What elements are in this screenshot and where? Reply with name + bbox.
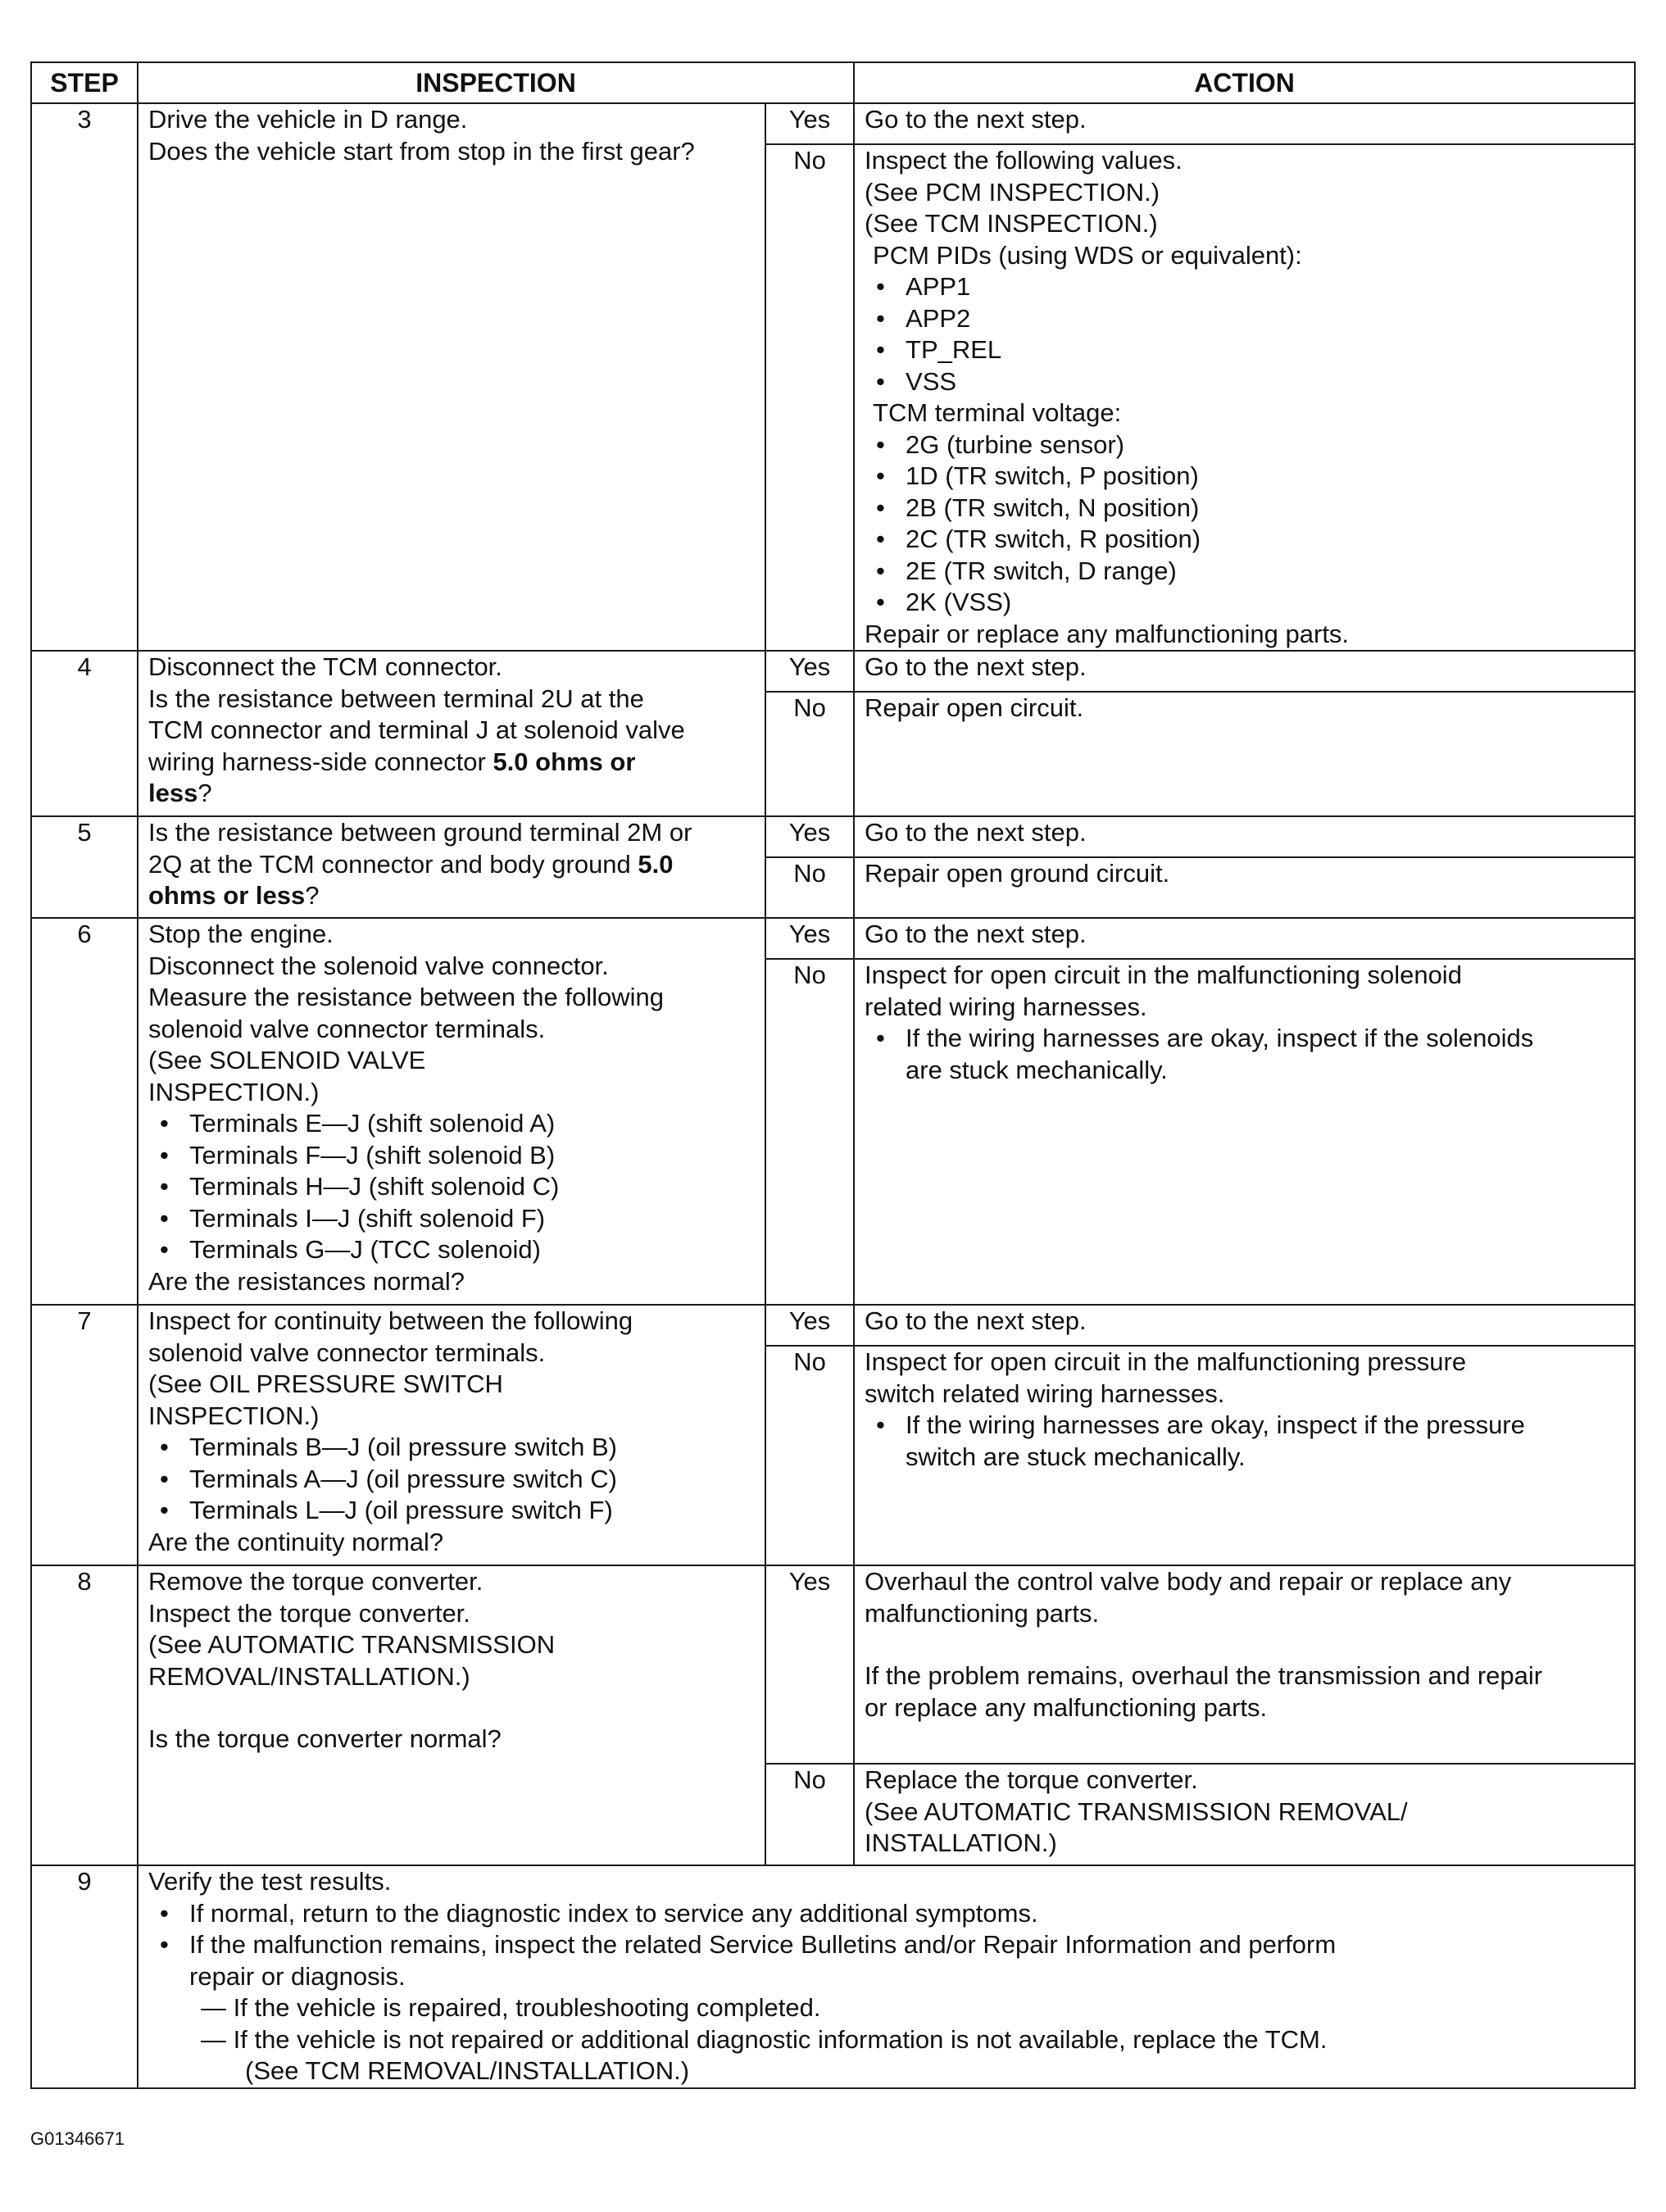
no-action <box>854 692 1635 816</box>
dash-item: — If the vehicle is repaired, troubleshooting completed. <box>201 1993 821 2022</box>
action-line: PCM PIDs (using WDS or equivalent): <box>873 240 1302 270</box>
yes-action <box>854 1305 1635 1346</box>
list-item: • Terminals B—J (oil pressure switch B) <box>148 1432 765 1464</box>
step-number: 6 <box>31 918 138 1305</box>
dash-item: (See TCM REMOVAL/INSTALLATION.) <box>245 2056 690 2085</box>
inspection-line: solenoid valve connector terminals. <box>148 1338 546 1367</box>
list-item: • Terminals A—J (oil pressure switch C) <box>148 1464 765 1496</box>
header-action: ACTION <box>854 62 1635 103</box>
action-line: (See AUTOMATIC TRANSMISSION REMOVAL/ <box>865 1796 1408 1826</box>
list-item: • If the malfunction remains, inspect the related Service Bulletins and/or Repair Information and perform <box>148 1929 1634 1961</box>
step-3-inspection <box>138 103 765 651</box>
action-line: are stuck mechanically. <box>906 1055 1168 1084</box>
no-action <box>854 857 1635 918</box>
list-item: • 2E (TR switch, D range) <box>865 556 1634 588</box>
step-7-inspection <box>138 1305 765 1565</box>
step-4-yes-row <box>31 651 1635 692</box>
inspection-line: Remove the torque converter. <box>148 1567 483 1596</box>
list-item: • VSS <box>865 366 1634 398</box>
action-line: TCM terminal voltage: <box>873 398 1122 427</box>
step-3-yes-row <box>31 103 1635 144</box>
yes-label: Yes <box>765 1565 854 1764</box>
action-line: switch related wiring harnesses. <box>865 1379 1225 1408</box>
inspection-line: Verify the test results. <box>148 1867 392 1896</box>
inspection-line: repair or diagnosis. <box>189 1961 406 1991</box>
list-item: • Terminals H—J (shift solenoid C) <box>148 1171 765 1203</box>
action-line: Go to the next step. <box>865 1306 1087 1335</box>
inspection-question: Are the resistances normal? <box>148 1266 465 1296</box>
terminal-list <box>148 1432 765 1527</box>
list-item: • TP_REL <box>865 334 1634 366</box>
no-action <box>854 959 1635 1305</box>
step-number: 7 <box>31 1305 138 1565</box>
action-line: Replace the torque converter. <box>865 1765 1198 1794</box>
action-line: Repair or replace any malfunctioning parts. <box>865 619 1350 648</box>
list-item: • APP2 <box>865 303 1634 335</box>
list-item: • If the wiring harnesses are okay, inspect if the pressure <box>865 1410 1634 1442</box>
inspection-bold: less <box>148 779 198 807</box>
no-label: No <box>765 1764 854 1865</box>
step-9-row <box>31 1865 1635 2088</box>
inspection-line <box>148 747 765 779</box>
action-line: Go to the next step. <box>865 818 1087 847</box>
inspection-bold: 5.0 ohms or <box>493 747 636 776</box>
inspection-line: Inspect the torque converter. <box>148 1598 470 1628</box>
list-item: • If normal, return to the diagnostic index to service any additional symptoms. <box>148 1898 1634 1930</box>
inspection-line: Inspect for continuity between the following <box>148 1306 633 1335</box>
inspection-line <box>148 880 765 912</box>
inspection-text: 2Q at the TCM connector and body ground <box>148 849 638 879</box>
terminal-list <box>865 429 1634 619</box>
action-line: (See PCM INSPECTION.) <box>865 177 1160 207</box>
yes-label: Yes <box>765 103 854 144</box>
dash-item: — If the vehicle is not repaired or additional diagnostic information is not available, replace the TCM. <box>201 2024 1328 2054</box>
no-action-list <box>865 1410 1634 1442</box>
step-6-inspection <box>138 918 765 1305</box>
no-label: No <box>765 144 854 651</box>
action-line: malfunctioning parts. <box>865 1598 1100 1628</box>
step-number: 4 <box>31 651 138 816</box>
list-item: • Terminals G—J (TCC solenoid) <box>148 1234 765 1266</box>
yes-label: Yes <box>765 918 854 959</box>
yes-label: Yes <box>765 816 854 857</box>
list-item: • Terminals L—J (oil pressure switch F) <box>148 1495 765 1527</box>
action-line: INSTALLATION.) <box>865 1828 1057 1857</box>
terminal-list <box>148 1108 765 1266</box>
step-5-yes-row <box>31 816 1635 857</box>
inspection-line: (See OIL PRESSURE SWITCH <box>148 1369 503 1398</box>
list-item: • Terminals E—J (shift solenoid A) <box>148 1108 765 1140</box>
inspection-line: INSPECTION.) <box>148 1401 320 1430</box>
list-item: • 2K (VSS) <box>865 587 1634 619</box>
action-line: Inspect for open circuit in the malfunctioning pressure <box>865 1347 1467 1376</box>
yes-action <box>854 1565 1635 1764</box>
inspection-question: Is the torque converter normal? <box>148 1724 502 1753</box>
list-item: • 1D (TR switch, P position) <box>865 461 1634 493</box>
action-line: switch are stuck mechanically. <box>906 1442 1246 1471</box>
step-number: 9 <box>31 1865 138 2088</box>
figure-id: G01346671 <box>30 2128 125 2149</box>
list-item: • APP1 <box>865 271 1634 303</box>
action-line: Repair open circuit. <box>865 693 1084 722</box>
inspection-text: ? <box>197 779 212 807</box>
step-number: 5 <box>31 816 138 918</box>
inspection-line: Disconnect the solenoid valve connector. <box>148 951 609 980</box>
yes-label: Yes <box>765 651 854 692</box>
step-8-yes-row <box>31 1565 1635 1764</box>
no-action <box>854 144 1635 651</box>
inspection-line: TCM connector and terminal J at solenoid valve <box>148 715 685 744</box>
no-action <box>854 1346 1635 1565</box>
inspection-line: Is the resistance between ground terminal 2M or <box>148 818 692 847</box>
list-item: • If the wiring harnesses are okay, inspect if the solenoids <box>865 1023 1634 1055</box>
list-item: • 2G (turbine sensor) <box>865 429 1634 461</box>
result-list <box>148 1898 1634 1961</box>
list-item: • 2B (TR switch, N position) <box>865 493 1634 525</box>
action-line: (See TCM INSPECTION.) <box>865 209 1158 238</box>
inspection-question: Are the continuity normal? <box>148 1527 444 1556</box>
inspection-line: solenoid valve connector terminals. <box>148 1014 546 1043</box>
yes-action <box>854 816 1635 857</box>
list-item: • Terminals I—J (shift solenoid F) <box>148 1203 765 1235</box>
action-line: If the problem remains, overhaul the transmission and repair <box>865 1661 1543 1690</box>
inspection-bold: 5.0 <box>638 849 674 879</box>
list-item: • 2C (TR switch, R position) <box>865 524 1634 556</box>
step-9-inspection <box>138 1865 1635 2088</box>
no-label: No <box>765 959 854 1305</box>
action-line: Go to the next step. <box>865 105 1087 134</box>
yes-action <box>854 103 1635 144</box>
inspection-line: Measure the resistance between the following <box>148 983 664 1011</box>
inspection-text: ? <box>305 881 320 910</box>
step-4-inspection <box>138 651 765 816</box>
inspection-text: wiring harness-side connector <box>148 747 493 776</box>
yes-action <box>854 651 1635 692</box>
inspection-line: INSPECTION.) <box>148 1077 320 1106</box>
header-row <box>31 62 1635 103</box>
inspection-bold: ohms or less <box>148 881 306 910</box>
action-line: Inspect the following values. <box>865 146 1183 175</box>
action-line: related wiring harnesses. <box>865 992 1147 1021</box>
inspection-line: Does the vehicle start from stop in the first gear? <box>148 136 695 166</box>
spacer <box>865 1629 1634 1660</box>
inspection-line: Stop the engine. <box>148 920 334 948</box>
inspection-line: REMOVAL/INSTALLATION.) <box>148 1661 470 1691</box>
no-label: No <box>765 1346 854 1565</box>
step-6-yes-row <box>31 918 1635 959</box>
no-action-list <box>865 1023 1634 1055</box>
no-label: No <box>765 857 854 918</box>
no-label: No <box>765 692 854 816</box>
inspection-line: Disconnect the TCM connector. <box>148 652 502 681</box>
action-line: or replace any malfunctioning parts. <box>865 1692 1268 1722</box>
step-8-inspection <box>138 1565 765 1865</box>
inspection-line: (See AUTOMATIC TRANSMISSION <box>148 1630 556 1659</box>
action-line: Inspect for open circuit in the malfunctioning solenoid <box>865 961 1462 989</box>
inspection-line <box>148 778 765 810</box>
diagnostic-table <box>30 61 1636 2089</box>
header-inspection: INSPECTION <box>138 62 854 103</box>
action-line: Overhaul the control valve body and repair or replace any <box>865 1567 1512 1596</box>
yes-action <box>854 918 1635 959</box>
header-step: STEP <box>31 62 138 103</box>
action-line: Repair open ground circuit. <box>865 859 1170 888</box>
pid-list <box>865 271 1634 397</box>
inspection-line <box>148 849 765 881</box>
step-7-yes-row <box>31 1305 1635 1346</box>
inspection-line: Drive the vehicle in D range. <box>148 105 468 134</box>
yes-label: Yes <box>765 1305 854 1346</box>
step-5-inspection <box>138 816 765 918</box>
inspection-line: Is the resistance between terminal 2U at the <box>148 684 644 713</box>
list-item: • Terminals F—J (shift solenoid B) <box>148 1140 765 1172</box>
step-number: 3 <box>31 103 138 651</box>
action-line: Go to the next step. <box>865 920 1087 948</box>
inspection-line: (See SOLENOID VALVE <box>148 1046 426 1074</box>
spacer <box>148 1692 765 1724</box>
step-number: 8 <box>31 1565 138 1865</box>
no-action <box>854 1764 1635 1865</box>
action-line: Go to the next step. <box>865 652 1087 681</box>
